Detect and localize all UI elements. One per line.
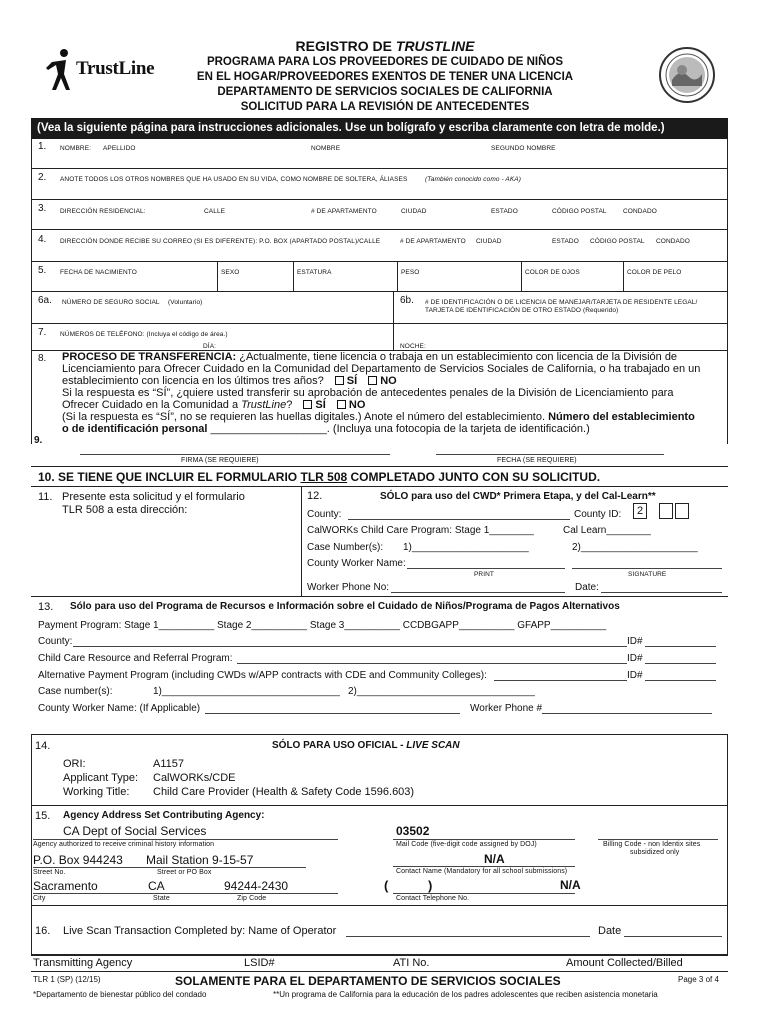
calworks-label: CalWORKs Child Care Program: Stage 1________ (307, 525, 534, 536)
zip-value: 94244-2430 (224, 879, 289, 893)
birthdate-label: FECHA DE NACIMIENTO (60, 269, 137, 276)
live-scan-heading: SÓLO PARA USO OFICIAL - LIVE SCAN (272, 740, 460, 751)
ccrr-field[interactable] (237, 663, 627, 664)
agency-heading: Agency Address Set Contributing Agency: (63, 810, 265, 821)
county-id-box-1[interactable]: 2 (633, 503, 647, 519)
county-label: County: (307, 509, 342, 520)
facility-number-field[interactable]: ___________________ (210, 423, 327, 435)
section-number: 15. (35, 810, 51, 822)
zip-label: CÓDIGO POSTAL (552, 208, 607, 215)
operator-field[interactable] (346, 936, 590, 937)
county-label: CONDADO (656, 238, 690, 245)
si-checkbox[interactable] (335, 376, 344, 385)
transfer-line-6: (Si la respuesta es “SÍ”, no se requieren las huellas digitales.) Anote el número del establecimiento. Número del establecimiento (62, 411, 695, 423)
header-line-2: EN EL HOGAR/PROVEEDORES EXENTOS DE TENER UNA LICENCIA (196, 71, 574, 83)
contact-caption: Contact Name (Mandatory for all school submissions) (396, 868, 568, 875)
lsid-label: LSID# (244, 957, 275, 969)
instructions-banner: (Vea la siguiente página para instrucciones adicionales. Use un bolígrafo y escriba claramente con letra de molde.) (31, 118, 728, 139)
sex-label: SEXO (221, 269, 240, 276)
submit-line-1: Presente esta solicitud y el formulario (62, 491, 245, 503)
phone-close-paren: ) (428, 878, 433, 893)
worker-phone-field[interactable] (391, 592, 565, 593)
section-number: 11. (38, 491, 53, 503)
id-label: ID# (627, 653, 643, 664)
street-label: CALLE (204, 208, 226, 215)
eye-color-label: COLOR DE OJOS (525, 269, 580, 276)
other-names-label: ANOTE TODOS LOS OTROS NOMBRES QUE HA USADO EN SU VIDA, COMO NOMBRE DE SOLTERA, ÁLIASES (60, 176, 408, 183)
ssn-label: NÚMERO DE SEGURO SOCIAL (62, 299, 160, 306)
street-caption: Street No. (33, 869, 66, 876)
form-grid (31, 139, 728, 351)
case-number-label: Case number(s): (38, 686, 113, 697)
transfer-line-1: PROCESO DE TRANSFERENCIA: ¿Actualmente, tiene licencia o trabaja en un establecimiento con licencia de la División de (62, 351, 678, 363)
middle-name-label: SEGUNDO NOMBRE (491, 145, 556, 152)
section-number: 9. (34, 435, 43, 446)
night-label: NOCHE: (400, 343, 426, 350)
app-id-field[interactable] (645, 680, 716, 681)
row-number: 6b. (400, 295, 414, 306)
weight-label: PESO (401, 269, 420, 276)
row-number: 1. (38, 141, 47, 152)
apartment-label: # DE APARTAMENTO (400, 238, 466, 245)
license-id-label-2: TARJETA DE IDENTIFICACIÓN DE OTRO ESTADO (Requerido) (425, 307, 619, 314)
mailing-address-label: DIRECCIÓN DONDE RECIBE SU CORREO (SI ES DIFERENTE): P.O. BOX (APARTADO POSTAL)/CALLE (60, 238, 381, 245)
cwd-heading: SÓLO para uso del CWD* Primera Etapa, y del Cal-Learn** (380, 491, 656, 502)
name-label: NOMBRE: (60, 145, 92, 152)
row-number: 4. (38, 234, 47, 245)
ori-label: ORI: (63, 758, 86, 770)
amount-label: Amount Collected/Billed (566, 957, 683, 969)
case-number-label: Case Number(s): (307, 542, 384, 553)
phone-caption: Contact Telephone No. (396, 895, 470, 902)
section-number: 14. (35, 740, 51, 752)
worker-signature-field[interactable] (572, 568, 722, 569)
transfer-line-4: Si la respuesta es “SÍ”, ¿quiere usted transferir su aprobación de antecedentes penales de la División de Licenciamiento para (62, 387, 674, 399)
worker-name-print-field[interactable] (407, 568, 565, 569)
transfer-si-checkbox[interactable] (303, 400, 312, 409)
worker-name-label: County Worker Name: (307, 558, 406, 569)
phone-label: NÚMEROS DE TELÉFONO: (Incluya el código de área.) (60, 331, 228, 338)
state-caption: State (153, 895, 170, 902)
page-number: Page 3 of 4 (678, 975, 719, 984)
footnote-2: **Un programa de California para la educación de los padres adolescentes que reciben asistencia monetaria (273, 990, 658, 999)
hair-color-label: COLOR DE PELO (627, 269, 682, 276)
form-id: TLR 1 (SP) (12/15) (33, 975, 101, 984)
header-line-4: SOLICITUD PARA LA REVISIÓN DE ANTECEDENTES (240, 101, 530, 113)
worker-name-label: County Worker Name: (If Applicable) (38, 703, 201, 714)
state-label: ESTADO (491, 208, 518, 215)
date-label: FECHA (SE REQUIERE) (497, 457, 577, 464)
row-number: 7. (38, 327, 47, 338)
state-label: ESTADO (552, 238, 579, 245)
tlr508-notice: 10. SE TIENE QUE INCLUIR EL FORMULARIO TLR 508 COMPLETADO JUNTO CON SU SOLICITUD. (38, 470, 601, 484)
case-number-1[interactable]: 1)_____________________ (403, 542, 529, 553)
state-value: CA (148, 879, 165, 893)
operator-label: Live Scan Transaction Completed by: Name of Operator (63, 925, 337, 937)
row-number: 3. (38, 203, 47, 214)
applicant-type-value: CalWORKs/CDE (153, 772, 236, 784)
po-box-value: Mail Station 9-15-57 (146, 853, 254, 867)
agency-name: CA Dept of Social Services (63, 824, 207, 838)
transfer-line-7: o de identificación personal ___________________. (Incluya una fotocopia de la tarjeta de identificación.) (62, 423, 590, 435)
dept-only-label: SOLAMENTE PARA EL DEPARTAMENTO DE SERVICIOS SOCIALES (175, 974, 561, 988)
worker-phone-label: Worker Phone # (470, 703, 543, 714)
case-number-1[interactable]: 1)________________________________ (153, 686, 340, 697)
residential-address-label: DIRECCIÓN RESIDENCIAL: (60, 208, 146, 215)
id-label: ID# (627, 670, 643, 681)
city-label: CIUDAD (401, 208, 427, 215)
section-number: 8. (38, 353, 47, 364)
rr-app-heading: Sólo para uso del Programa de Recursos e Información sobre el Cuidado de Niños/Programa de Pagos Alternativos (70, 601, 620, 612)
city-value: Sacramento (33, 879, 98, 893)
signature-line[interactable] (80, 454, 390, 455)
submit-line-2: TLR 508 a esta dirección: (62, 504, 188, 516)
section-number: 16. (35, 925, 51, 937)
date-field[interactable] (601, 592, 722, 593)
aka-label: (También conocido como - AKA) (425, 176, 521, 183)
transmitting-agency-label: Transmitting Agency (33, 957, 133, 969)
print-label: PRINT (474, 571, 494, 578)
date-line[interactable] (436, 454, 664, 455)
footnote-1: *Departamento de bienestar público del condado (33, 990, 207, 999)
transfer-line-5: Ofrecer Cuidado en la Comunidad a TrustLine? SÍ NO (62, 399, 366, 411)
agency-caption: Agency authorized to receive criminal history information (33, 841, 215, 848)
app-field[interactable] (494, 680, 627, 681)
city-caption: City (33, 895, 46, 902)
ccrr-label: Child Care Resource and Referral Program: (38, 653, 233, 664)
section-number: 12. (307, 490, 323, 502)
payment-program-row[interactable]: Payment Program: Stage 1__________ Stage 2__________ Stage 3__________ CCDBGAPP__________ GFAPP__________ (38, 620, 607, 631)
zip-label: CÓDIGO POSTAL (590, 238, 645, 245)
ati-label: ATI No. (393, 957, 430, 969)
county-id-box-2[interactable] (659, 503, 673, 519)
date-field[interactable] (624, 936, 722, 937)
billing-code-field[interactable] (598, 839, 718, 840)
header-line-1: PROGRAMA PARA LOS PROVEEDORES DE CUIDADO DE NIÑOS (206, 56, 564, 68)
billing-caption-1: Billing Code - non Identix sites (603, 841, 701, 848)
county-id-field[interactable] (645, 646, 716, 647)
header-line-3: DEPARTAMENTO DE SERVICIOS SOCIALES DE CALIFORNIA (217, 86, 553, 98)
billing-caption-2: subsidized only (630, 849, 680, 856)
working-title-label: Working Title: (63, 786, 130, 798)
page-title: REGISTRO DE TRUSTLINE (295, 38, 475, 54)
county-label: County: (38, 636, 73, 647)
city-label: CIUDAD (476, 238, 502, 245)
transfer-line-2: Licenciamiento para Ofrecer Cuidado en la Comunidad del Departamento de Servicios Sociales de California, o ha trabajado en un (62, 363, 701, 375)
row-number: 6a. (38, 295, 52, 306)
app-label: Alternative Payment Program (including CWDs w/APP contracts with CDE and Community Colleges): (38, 670, 487, 681)
row-number: 2. (38, 172, 47, 183)
logo-text: TrustLine (76, 58, 155, 79)
phone-open-paren: ( (384, 878, 389, 893)
county-field[interactable] (73, 646, 627, 647)
section-number: 13. (38, 601, 54, 613)
mail-code-caption: Mail Code (five-digit code assigned by DOJ) (396, 841, 537, 848)
county-id-box-3[interactable] (675, 503, 689, 519)
county-label: CONDADO (623, 208, 657, 215)
worker-phone-field[interactable] (542, 713, 712, 714)
phone-value: N/A (560, 878, 581, 892)
license-id-label: # DE IDENTIFICACIÓN O DE LICENCIA DE MANEJAR/TARJETA DE RESIDENTE LEGAL/ (425, 299, 698, 306)
street-number-value: P.O. Box 944243 (33, 853, 123, 867)
ccrr-id-field[interactable] (645, 663, 716, 664)
row-number: 5. (38, 265, 47, 276)
signature-label: SIGNATURE (628, 571, 667, 578)
last-name-label: APELLIDO (103, 145, 136, 152)
height-label: ESTATURA (297, 269, 332, 276)
apartment-label: # DE APARTAMENTO (311, 208, 377, 215)
signature-label: FIRMA (SE REQUIERE) (181, 457, 259, 464)
county-id-label: County ID: (574, 509, 622, 520)
voluntary-label: (Voluntario) (168, 299, 203, 306)
cal-learn-label: Cal Learn________ (563, 525, 651, 536)
working-title-value: Child Care Provider (Health & Safety Code 1596.603) (153, 786, 415, 798)
no-checkbox[interactable] (368, 376, 377, 385)
po-caption: Street or PO Box (157, 869, 212, 876)
date-label: Date (598, 925, 622, 937)
mail-code-value: 03502 (396, 824, 430, 838)
id-label: ID# (627, 636, 643, 647)
ori-value: A1157 (153, 758, 184, 770)
contact-name-value: N/A (484, 852, 505, 866)
county-field[interactable] (348, 519, 570, 520)
transfer-line-3: establecimiento con licencia en los últimos tres años? SÍ NO (62, 375, 397, 387)
worker-name-field[interactable] (205, 713, 460, 714)
date-label: Date: (575, 582, 599, 593)
zip-caption: Zip Code (237, 895, 267, 902)
worker-phone-label: Worker Phone No: (307, 582, 390, 593)
transfer-no-checkbox[interactable] (337, 400, 346, 409)
case-number-2[interactable]: 2)________________________________ (348, 686, 535, 697)
first-name-label: NOMBRE (311, 145, 341, 152)
applicant-type-label: Applicant Type: (63, 772, 139, 784)
day-label: DÍA: (203, 343, 217, 350)
case-number-2[interactable]: 2)_____________________ (572, 542, 698, 553)
